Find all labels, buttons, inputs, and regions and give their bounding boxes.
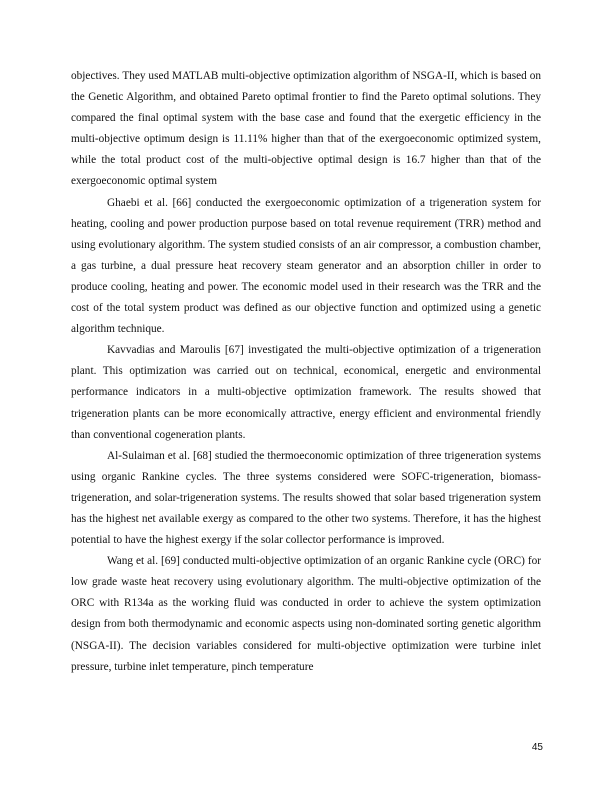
paragraph-wang: Wang et al. [69] conducted multi-objective optimization of an organic Rankine cycle (ORC) for low grade waste heat recovery using evolutionary algorithm. The multi-objective optimization of the ORC with R134a as the working fluid was conducted in order to achieve the system optimization design from both thermodynamic and economic aspects using non-dominated sorting genetic algorithm (NSGA-II). The decision variables considered for multi-objective optimization were turbine inlet pressure, turbine inlet temperature, pinch temperature [71,555,541,673]
paragraph-al-sulaiman: Al-Sulaiman et al. [68] studied the thermoeconomic optimization of three trigeneration systems using organic Rankine cycles. The three systems considered were SOFC-trigeneration, biomass-trigeneration, and solar-trigeneration systems. The results showed that solar based trigeneration system has the highest net available exergy as compared to the other two systems. Therefore, it has the highest potential to have the highest exergy if the solar collector performance is improved. [71,449,541,547]
paragraph-ghaebi: Ghaebi et al. [66] conducted the exergoeconomic optimization of a trigeneration system for heating, cooling and power production purpose based on total revenue requirement (TRR) method and using evolutionary algorithm. The system studied consists of an air compressor, a combustion chamber, a gas turbine, a dual pressure heat recovery steam generator and an absorption chiller in order to produce cooling, heating and power. The economic model used in their research was the TRR and the cost of the total system product was defined as our objective function and optimized using a genetic algorithm technique. [71,196,541,336]
body-text [71,66,541,678]
paragraph-kavvadias: Kavvadias and Maroulis [67] investigated the multi-objective optimization of a trigeneration plant. This optimization was carried out on technical, economical, energetic and environmental performance indicators in a multi-objective optimization framework. The results showed that trigeneration plants can be more economically attractive, energy efficient and environmental friendly than conventional cogeneration plants. [71,344,541,441]
paragraph-continuation: objectives. They used MATLAB multi-objective optimization algorithm of NSGA-II, which is based on the Genetic Algorithm, and obtained Pareto optimal frontier to find the Pareto optimal solutions. They compared the final optimal system with the base case and found that the exergetic efficiency in the multi-objective optimum design is 11.11% higher than that of the exergoeconomic optimized system, while the total product cost of the multi-objective optimal design is 16.7 higher than that of the exergoeconomic optimal system [71,70,541,188]
page-number: 45 [531,742,543,753]
